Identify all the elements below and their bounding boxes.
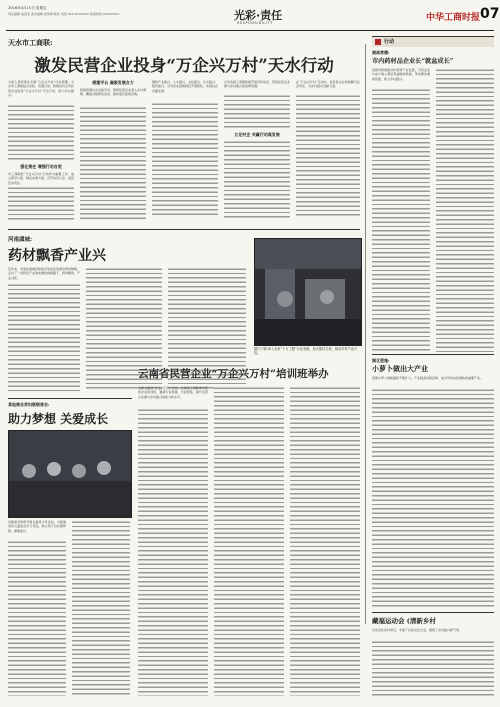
divider — [372, 612, 494, 613]
text-lines — [290, 386, 360, 696]
main-col4-text: 全市各级工商联积极开展宣传动员，营造民营企业参与乡村振兴的浓厚氛围。 — [224, 80, 290, 89]
section-label: 行动 — [384, 39, 395, 45]
text-lines — [80, 106, 146, 220]
page-header — [6, 4, 500, 32]
text-lines — [8, 104, 74, 162]
text-lines — [224, 94, 290, 130]
text-lines — [8, 186, 74, 220]
paper-name: 中华工商时报 — [426, 13, 481, 23]
photo-image — [255, 239, 361, 345]
youth-headline: 助力梦想 关爱成长 — [8, 412, 109, 426]
yunnan-headline: 云南省民营企业“万企兴万村”培训班举办 — [138, 368, 329, 380]
main-col-2 — [80, 80, 146, 220]
drug-text: 近年来，河南省虞城县积极引导农民发展中药材种植，走出了一条特色产业助农增收的新路子，药材飘香，产业兴旺。 — [8, 267, 80, 280]
text-lines — [372, 388, 494, 608]
youth-story — [8, 402, 132, 700]
item1-headline: 市内药材品企业长“就盆成长” — [372, 58, 454, 65]
youth-kicker: 某地商业界妇联联席会: — [8, 402, 50, 407]
main-col2-text: 积极搭建村企对接平台，组织民营企业深入乡村调研，精准对接帮扶需求，推动项目落地见效。 — [80, 88, 146, 97]
right-column — [372, 36, 494, 700]
main-subhead-1: 强化责任 增强行动自觉 — [20, 164, 62, 169]
main-col3-text: 围绕产业振兴、人才振兴、文化振兴、生态振兴、组织振兴，引导企业因地制宜开展帮扶，实现村企共赢发展。 — [152, 80, 218, 93]
main-headline: 激发民营企业投身“万企兴万村”天水行动 — [34, 56, 334, 75]
greenhouse-photo — [254, 238, 362, 346]
main-col5-text: 在“万企兴万村”行动中，各民营企业积极履行社会责任，为乡村振兴贡献力量。 — [296, 80, 360, 89]
item3-text: 运动会在乡村举行，丰富了村民文化生活，展现了乡村振兴新气象。 — [372, 628, 463, 632]
action-icon — [375, 39, 381, 45]
header-editor-line: 责任编辑 翁绍金 美术编辑 高雪梅 联系 电话:010-XXXXXXX 新闻热线:XXXXXXXX — [8, 12, 120, 16]
youth-photo — [8, 430, 132, 518]
text-lines — [8, 283, 80, 391]
header-rule — [6, 30, 494, 31]
photo-caption: 浙江宁波:举入农家“十万工程”行业发展，加大帮扶力度，推动乡村产业兴旺。 — [254, 347, 358, 355]
item1-text: 常德市积极推动中药材产业发展，引导企业与农户建立紧密利益联结机制，带动群众增收致富，助力乡村振兴。 — [372, 68, 430, 81]
yunnan-text: 为深入推进“万企兴万村”行动，云南省工商联举办民营企业培训班，邀请专家授课，交流经验，提升民营企业参与乡村振兴的能力和水平。 — [138, 386, 208, 399]
text-lines — [372, 88, 430, 352]
main-subhead-2: 搭建平台 凝聚发展合力 — [92, 80, 134, 85]
photo-block — [254, 238, 360, 344]
yunnan-story — [138, 362, 360, 700]
main-story — [8, 36, 360, 224]
divider — [372, 354, 494, 355]
main-col1-text: 为深入贯彻落实全国“万企兴万村”行动部署，天水市工商联结合实际，迅速行动，积极动员全市民营企业投身“万企兴万村”天水行动，助力乡村振兴。 — [8, 80, 74, 98]
main-subhead-4: 立足村企 共赢行动谋发展 — [234, 132, 280, 137]
main-kicker: 天水市工商联: — [8, 38, 53, 47]
section-title: 光彩·责任 — [234, 9, 283, 22]
text-lines — [72, 520, 130, 696]
youth-text: 该联席会积极开展关爱青少年活动，为困难家庭儿童送去学习用品，助力孩子们实现梦想，健康成长。 — [8, 520, 66, 533]
text-lines — [214, 386, 284, 696]
header-date: 2016年4月15日 星期五 — [8, 6, 47, 10]
main-col1-text2: 市工商联把“万企兴万村”行动作为重要工作，成立领导小组，制定实施方案，召开动员大会，层层压实责任。 — [8, 172, 74, 185]
section-subtitle: RESPONSIBILITY — [237, 21, 273, 25]
photo-side-rule — [365, 44, 366, 624]
section-label-bar — [372, 36, 494, 47]
item3-headline: 藏福运动会 (清新乡村 — [372, 617, 436, 625]
main-col-5 — [296, 80, 360, 220]
divider — [8, 229, 360, 230]
drug-kicker: 河南虞城: — [8, 237, 33, 243]
text-lines — [436, 68, 494, 352]
item2-headline: 小萝卜做出大产业 — [372, 364, 428, 373]
drug-headline: 药材飘香产业兴 — [8, 248, 106, 264]
text-lines — [138, 408, 208, 696]
item2-kicker: 湖北恩施: — [372, 358, 390, 363]
text-lines — [224, 140, 290, 220]
item1-kicker: 湖南常德: — [372, 50, 390, 55]
text-lines — [372, 640, 494, 696]
text-lines — [8, 540, 66, 696]
page-number: 07 — [480, 6, 500, 22]
main-col-3 — [152, 80, 218, 220]
photo-image — [9, 431, 131, 517]
text-lines — [296, 94, 360, 218]
divider — [8, 398, 132, 399]
main-col-1 — [8, 80, 74, 220]
text-lines — [152, 102, 218, 218]
item2-text: 恩施小萝卜种植面积不断扩大，产业链条持续延伸，成为带动农民增收的重要产业。 — [372, 376, 484, 380]
main-col-4 — [224, 80, 290, 220]
